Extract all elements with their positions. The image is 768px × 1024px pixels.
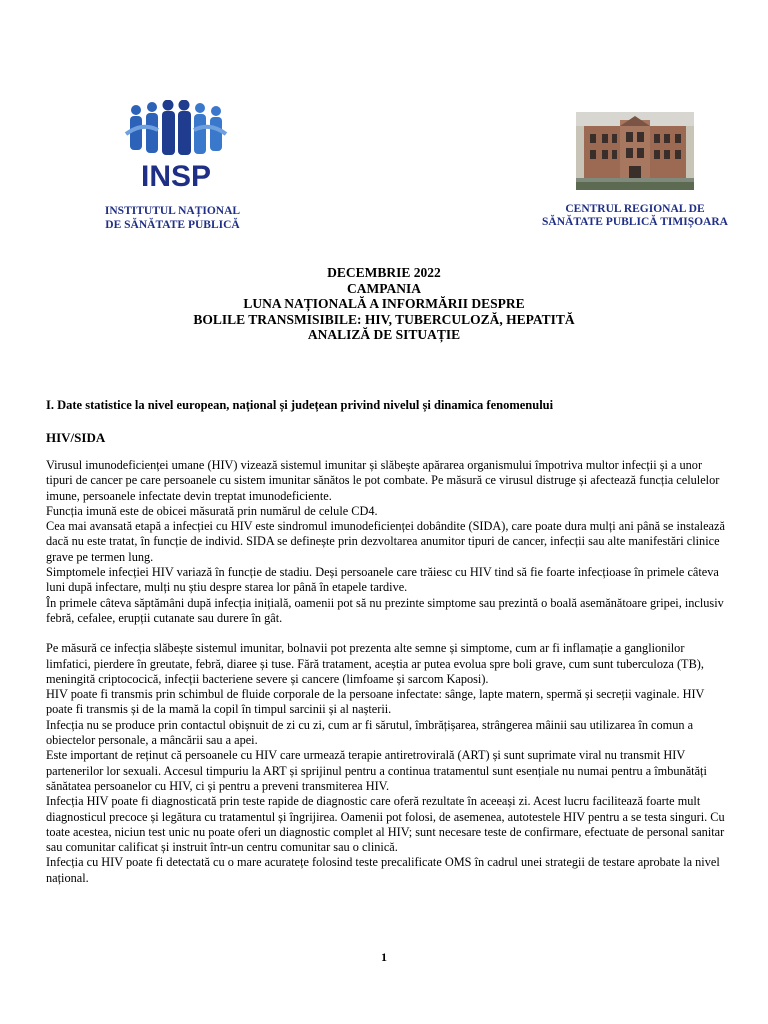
paragraph: Infecția cu HIV poate fi detectată cu o mare acuratețe folosind teste precalificate OMS în cadrul unei strategii de testare aprobate la nivel național.	[46, 855, 720, 885]
paragraph-spacer	[46, 626, 726, 641]
paragraph: Este important de reținut că persoanele cu HIV care urmează terapie antiretrovirală (ART) și sunt suprimate viral nu transmit HIV partenerilor lor sexuali. Accesul timpuriu la ART și sprijinul pentru a continua tratamentul sunt esențiale nu numai pentru a îmbunătăți sănătatea persoanelor cu HIV, ci și pentru a preveni transmiterea HIV.	[46, 748, 707, 793]
section-heading: I. Date statistice la nivel european, național și județean privind nivelul și dinamica fenomenului	[46, 398, 554, 412]
subsection-heading: HIV/SIDA	[46, 430, 106, 445]
title-campaign: CAMPANIA	[347, 280, 421, 296]
insp-logo-text: INSP	[140, 160, 212, 190]
institute-name-line2: DE SĂNĂTATE PUBLICĂ	[105, 219, 240, 231]
institute-name-line1: INSTITUTUL NAȚIONAL	[104, 205, 241, 217]
paragraph: În primele câteva săptămâni după infecția inițială, oamenii pot să nu prezinte simptome sau prezintă o boală asemănătoare gripei, inclusiv febră, cefalee, erupții cutanate sau durere în gât.	[46, 595, 724, 625]
regional-center-line1: CENTRUL REGIONAL DE	[565, 203, 705, 215]
paragraph: Virusul imunodeficienței umane (HIV) vizează sistemul imunitar și slăbește apărarea organismului împotriva multor infecții și a unor tipuri de cancer pe care persoanele cu sistem imunitar sănătos le pot combate. Pe măsură ce virusul distruge și afectează funcția celulelor imune, persoanele infectate devin treptat imunodeficiente.	[46, 458, 720, 503]
regional-center-name	[520, 203, 750, 229]
insp-logo-icon	[122, 100, 230, 190]
title-diseases: BOLILE TRANSMISIBILE: HIV, TUBERCULOZĂ, HEPATITĂ	[193, 311, 575, 327]
title-analysis: ANALIZĂ DE SITUAȚIE	[307, 327, 461, 342]
paragraph: Infecția nu se produce prin contactul obișnuit de zi cu zi, cum ar fi sărutul, îmbrățișarea, strângerea mâinii sau utilizarea în comun a obiectelor personale, a mâncării sau a apei.	[46, 717, 694, 748]
paragraph: HIV poate fi transmis prin schimbul de fluide corporale de la persoane infectate: sânge, lapte matern, spermă și secreții vaginale. HIV poate fi transmis și de la mamă la copil în timpul sarcinii și al nașterii.	[46, 687, 705, 717]
paragraph: Funcția imună este de obicei măsurată prin numărul de celule CD4.	[46, 503, 378, 518]
regional-center-line2: SĂNĂTATE PUBLICĂ TIMIȘOARA	[542, 216, 728, 228]
document-title-block	[0, 265, 768, 343]
paragraph: Pe măsură ce infecția slăbește sistemul imunitar, bolnavii pot prezenta alte semne și simptome, cum ar fi inflamație a ganglionilor limfatici, pierdere în greutate, febră, diaree și tuse. Fără tratament, aceștia ar putea evolua spre boli grave, cum sunt tuberculoza (TB), meningită criptococică, infecții bacteriene severe și cancere (limfoame și sarcom Kaposi).	[46, 641, 704, 686]
body-text	[46, 458, 726, 886]
paragraph: Infecția HIV poate fi diagnosticată prin teste rapide de diagnostic care oferă rezultate în aceeași zi. Acest lucru facilitează foarte mult diagnosticul precoce și legătura cu tratamentul și îngrijirea. Oamenii pot folosi, de asemenea, autotestele HIV pentru a se testa singuri. Cu toate acestea, niciun test unic nu poate oferi un diagnostic complet al HIV; sunt necesare teste de confirmare, efectuate de personal sanitar sau comunitar calificat și instruit într-un centru comunitar sau o clinică.	[46, 794, 725, 855]
building-image-icon	[576, 112, 694, 190]
paragraph: Cea mai avansată etapă a infecției cu HIV este sindromul imunodeficienței dobândite (SIDA), care poate dura mulți ani până se instalează dacă nu este tratat, în funcție de individ. SIDA se definește prin dezvoltarea anumitor tipuri de cancer, infecții sau alte manifestări clinice grave pe termen lung.	[46, 519, 725, 564]
page-number: 1	[381, 950, 387, 964]
insp-logo	[122, 100, 230, 190]
title-month: LUNA NAȚIONALĂ A INFORMĂRII DESPRE	[243, 296, 525, 311]
title-date: DECEMBRIE 2022	[327, 265, 441, 280]
institute-name	[60, 204, 285, 232]
building-photo	[576, 112, 694, 190]
paragraph: Simptomele infecției HIV variază în funcție de stadiu. Deși persoanele care trăiesc cu HIV tind să fie foarte infecțioase în primele câteva luni după infectare, mulți nu știu despre starea lor până în etapele tardive.	[46, 565, 719, 595]
